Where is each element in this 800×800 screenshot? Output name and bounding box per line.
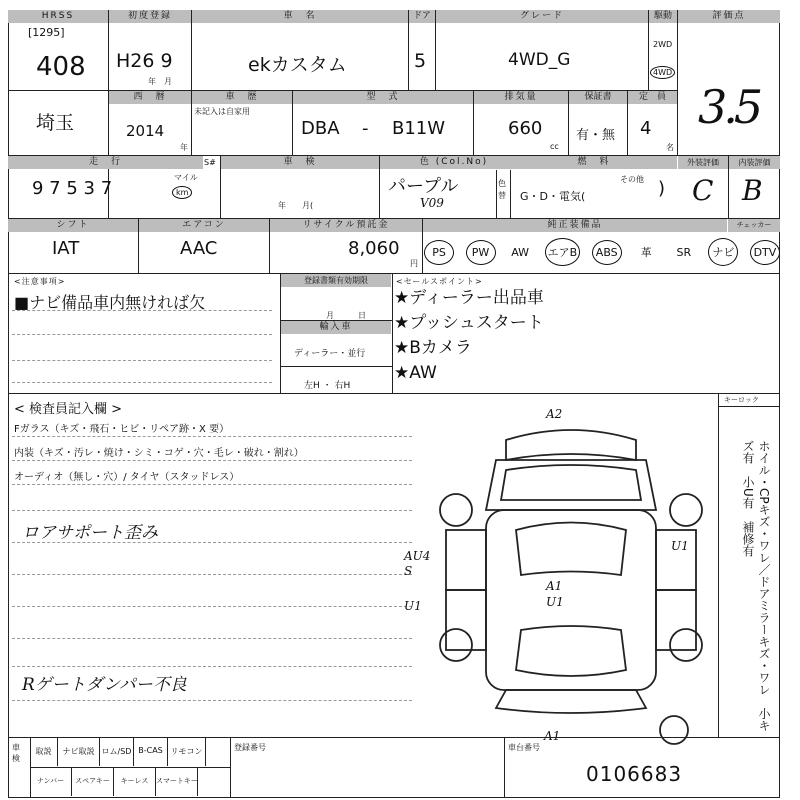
eval-score: 3.5 (698, 80, 760, 134)
handwritten-note-2: Rゲートダンパー不良 (22, 675, 187, 695)
equipment-item: PW (466, 240, 496, 265)
region: 埼玉 (36, 112, 75, 134)
wheel-front-left (440, 494, 472, 526)
displacement-value: 660 (508, 118, 543, 139)
shift-header: シフト (8, 219, 138, 232)
eval-header: 評価点 (678, 10, 780, 23)
car-name: ekカスタム (248, 54, 347, 76)
displacement-unit: cc (550, 142, 559, 151)
doors-header: ドア (409, 10, 435, 23)
first-reg-header: 初度登録 (109, 10, 191, 23)
accessory-row-top (30, 738, 206, 766)
equipment-item: PS (424, 240, 454, 265)
rear-bumper-shape (496, 690, 646, 713)
color-header: 色 (Col.No) (380, 156, 528, 169)
grade-header: グレード (436, 10, 648, 23)
fuel-value: G・D・電気( (520, 190, 586, 203)
mark-left-3: U1 (404, 599, 422, 613)
inspection-header: 車 検 (221, 156, 379, 169)
wheel-front-right (670, 494, 702, 526)
mark-left-2: S (404, 564, 413, 578)
accessory-cell: ナビ取説 (58, 738, 100, 766)
inspection-title: < 検査員記入欄 > (14, 402, 123, 417)
sales-point-item: ★プッシュスタート (394, 313, 544, 333)
int-header: 内装評価 (729, 156, 780, 169)
handwritten-note-1: ロアサポート歪み (22, 523, 158, 543)
inspection-units: 年 月( (278, 201, 314, 210)
model-dash: - (362, 118, 369, 139)
accessory-cell: 取説 (30, 738, 58, 766)
warranty-header: 保証書 (569, 91, 627, 104)
wheel-rear-right (670, 629, 702, 661)
transfer-header: 車検 (12, 743, 20, 763)
year-header: 西 暦 (109, 91, 191, 104)
mileage-value: 9 7 5 3 7 (32, 178, 113, 199)
equipment-item: エアB (545, 238, 581, 266)
equipment-list (424, 232, 780, 272)
accessory-cell: ナンバー (30, 768, 72, 796)
doors-value: 5 (414, 50, 427, 72)
first-reg-units: 年 月 (148, 77, 172, 86)
first-reg-value: H26 9 (116, 50, 173, 72)
mileage-unit-top: マイル (174, 173, 198, 182)
fuel-other: その他 (620, 175, 644, 184)
equipment-item: SR (676, 245, 692, 259)
equipment-item: ナビ (708, 238, 738, 266)
recycle-unit: 円 (410, 259, 418, 268)
drive-4wd: 4WD (650, 66, 675, 79)
hood-shape (486, 460, 656, 510)
equipment-item: ABS (592, 240, 622, 265)
expiry-units: 月 日 (326, 311, 366, 320)
warranty-value: 有・無 (576, 128, 616, 143)
sharp-header: S# (204, 158, 216, 167)
fuel-close: ) (658, 178, 666, 199)
drive-header: 駆動 (649, 10, 677, 23)
equipment-header: 純正装備品 (423, 219, 727, 232)
left-rear-door (446, 590, 486, 650)
mark-center-2: U1 (546, 595, 564, 609)
capacity-value: 4 (640, 118, 652, 139)
ac-value: AAC (180, 238, 218, 259)
right-rear-door (656, 590, 696, 650)
steering: 左H ・ 右H (304, 381, 351, 391)
recycle-value: 8,060 (348, 238, 400, 259)
accessory-cell: スペアキー (72, 768, 114, 796)
windshield-shape (516, 523, 626, 576)
year-value: 2014 (126, 122, 165, 140)
car-diagram (404, 400, 716, 743)
lot-label: [1295] (28, 26, 65, 39)
sales-point-item: ★Bカメラ (394, 338, 472, 358)
corner-header: HRSS (8, 10, 108, 23)
mark-bottom: A1 (544, 729, 561, 743)
checker-header: チェッカー (728, 219, 780, 232)
accessory-row-bottom (30, 768, 198, 796)
model-prefix: DBA (301, 118, 340, 139)
sales-point-item: ★ディーラー出品車 (394, 288, 544, 308)
front-bumper-shape (506, 430, 636, 460)
color-value: パープル (388, 176, 459, 197)
equipment-item: DTV (750, 240, 780, 265)
mark-right: U1 (671, 539, 689, 553)
chassis-header: 車台番号 (508, 743, 540, 752)
capacity-unit: 名 (666, 143, 674, 152)
accessory-cell: キーレス (114, 768, 156, 796)
inspection-line-audio: オーディオ（無し・穴）/ タイヤ（スタッドレス） (14, 472, 240, 483)
sales-points (394, 286, 544, 386)
mileage-unit: km (172, 186, 192, 199)
accessory-cell: リモコン (168, 738, 206, 766)
body-shape (486, 510, 656, 690)
grade-value: 4WD_G (508, 50, 571, 70)
accessory-cell: B-CAS (134, 738, 168, 766)
model-code: B11W (392, 118, 446, 139)
caution-text: ■ナビ備品車内無ければ欠 (14, 293, 206, 312)
inspection-line-interior: 内装（キズ・汚レ・焼け・シミ・コゲ・穴・毛レ・破れ・割れ） (14, 448, 304, 459)
accessory-cell: スマートキー (156, 768, 198, 796)
fuel-header: 燃 料 (511, 156, 677, 169)
left-front-door (446, 530, 486, 590)
import-header: 車 歴 (192, 91, 292, 104)
color-change-label: 色替 (498, 179, 506, 200)
model-header: 型 式 (293, 91, 473, 104)
expiry-header: 登録書類有効期限 (281, 274, 391, 287)
mark-top: A2 (546, 407, 563, 421)
int-grade: B (742, 174, 763, 207)
sales-header: <セールスポイント> (396, 277, 483, 286)
ac-header: エアコン (139, 219, 269, 232)
chassis-number: 0106683 (586, 762, 683, 786)
color-number: V09 (420, 196, 444, 210)
wheel-rear-left (440, 629, 472, 661)
equipment-item: AW (511, 245, 529, 259)
capacity-header: 定 員 (628, 91, 677, 104)
car-name-header: 車 名 (192, 10, 408, 23)
mark-left-1: AU4 (404, 549, 431, 563)
mark-center-1: A1 (546, 579, 563, 593)
import-type: ディーラー・並行 (294, 349, 366, 359)
import-type-header: 輸入車 (281, 321, 391, 334)
lot-number: 408 (36, 52, 86, 82)
displacement-header: 排気量 (474, 91, 568, 104)
equipment-item: 革 (640, 246, 652, 259)
mileage-header: 走 行 (8, 156, 203, 169)
import-note: 未記入は自家用 (194, 107, 250, 116)
spare-wheel (660, 716, 688, 744)
ext-grade: C (692, 174, 714, 207)
ext-header: 外装評価 (678, 156, 728, 169)
sales-point-item: ★AW (394, 363, 437, 383)
key-lock-label: キーロック (724, 396, 759, 404)
auction-sheet (8, 10, 780, 798)
shift-value: IAT (52, 238, 80, 259)
recycle-header: リサイクル預託金 (270, 219, 422, 232)
year-unit: 年 (180, 143, 188, 152)
reg-no-header: 登録番号 (234, 743, 266, 752)
drive-2wd: 2WD (653, 40, 673, 49)
side-damage-note: ホイル・CPキズ・ワレ／ドアミラーキズ・ワレ 小キズ有 小U有 補修有 (741, 440, 771, 732)
rear-window-shape (516, 626, 626, 676)
caution-header: <注意事項> (14, 277, 66, 286)
accessory-cell: ロム/SD (100, 738, 134, 766)
inspection-line-glass: Fガラス（キズ・飛石・ヒビ・リペア跡・X 要） (14, 424, 230, 435)
